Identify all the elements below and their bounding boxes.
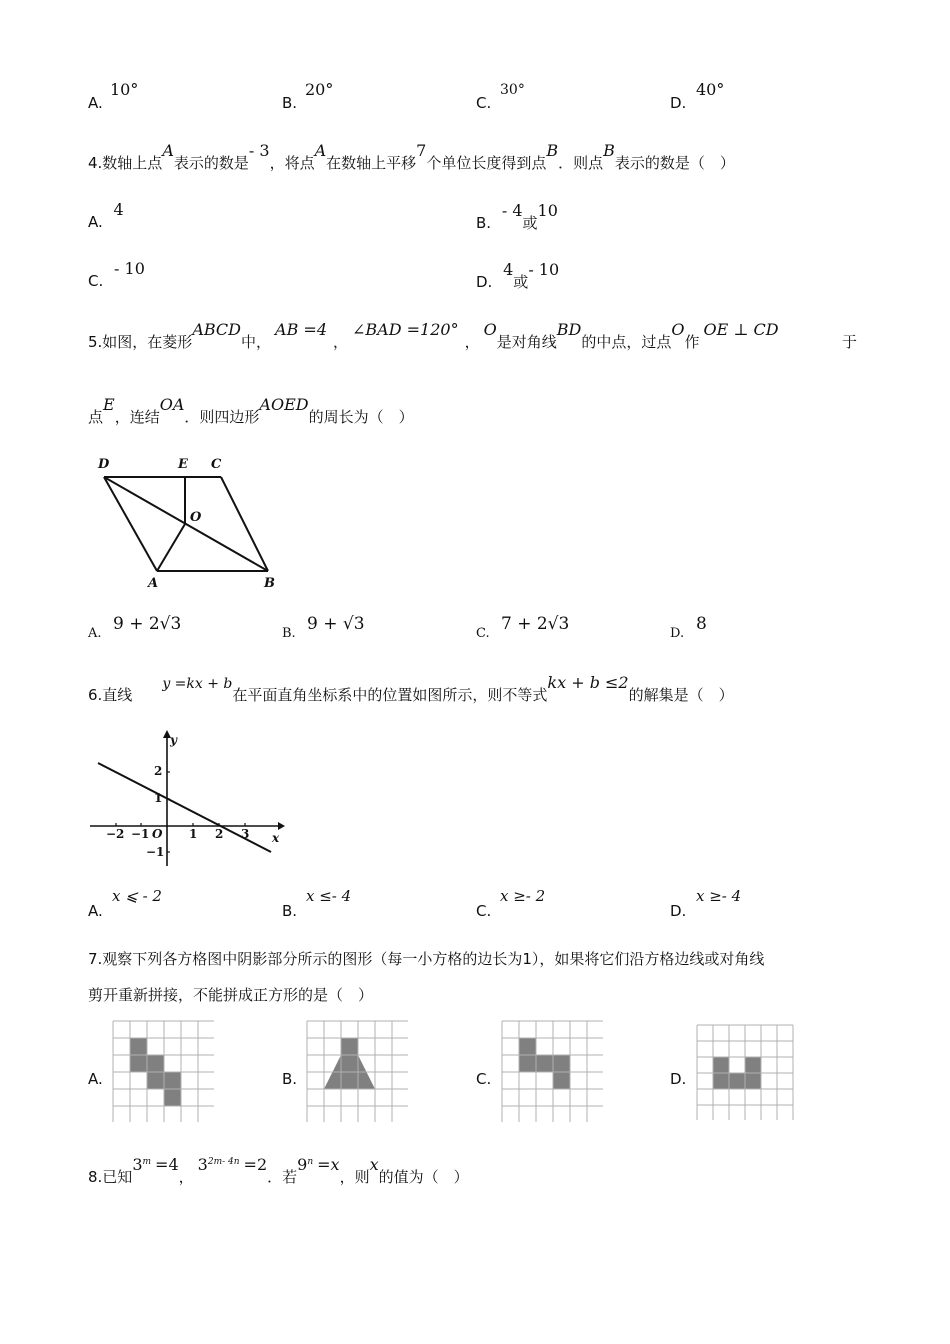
- q5-option-c-value: 7 + 2√3: [501, 614, 570, 634]
- q3-option-d-value: 40°: [696, 80, 725, 99]
- q7-option-c-grid: [501, 1020, 603, 1122]
- q8-math-exponent: m: [142, 1157, 152, 1167]
- q3-option-b-label: B.: [282, 94, 298, 112]
- y-tick-label: 1: [154, 791, 163, 805]
- q5-math: AB =4: [275, 320, 327, 339]
- q5-math: OA: [159, 395, 185, 414]
- shaded-cell: [745, 1057, 761, 1073]
- shaded-cell: [519, 1055, 536, 1072]
- q4-option-a: [88, 200, 124, 231]
- q8-math: =2: [243, 1155, 268, 1174]
- q7-option-b-grid: [306, 1020, 408, 1122]
- q4-number: 7: [416, 141, 427, 160]
- q5-math: O: [671, 320, 685, 339]
- q5-text: ，: [464, 333, 480, 351]
- q5-stem-line-2: [88, 395, 414, 427]
- segment-oa: [157, 524, 185, 571]
- q7-stem-line-2: 剪开重新拼接，不能拼成正方形的是（ ）: [88, 986, 374, 1004]
- q5-math: O: [483, 320, 497, 339]
- q8-text: ，: [178, 1168, 194, 1186]
- q7-option-c-label: C.: [476, 1070, 492, 1088]
- q6-option-b-label: B.: [282, 902, 298, 920]
- label-a: A: [148, 576, 159, 591]
- y-tick-label: 2: [154, 764, 163, 778]
- shaded-cell: [553, 1072, 570, 1089]
- x-tick-label: −2: [106, 827, 125, 841]
- q8-math: =4: [155, 1155, 179, 1174]
- q4-option-b-value: - 4: [501, 201, 523, 220]
- q3-option-b-value: 20°: [305, 80, 334, 99]
- q8-text: ，则: [339, 1168, 370, 1186]
- label-o: O: [190, 510, 202, 525]
- q4-text: 4.数轴上点: [88, 154, 163, 172]
- shaded-shape: [324, 1038, 375, 1089]
- q8-math: 9: [297, 1155, 308, 1174]
- q5-option-b-label: B.: [282, 626, 296, 641]
- q4-option-a-value: 4: [113, 200, 124, 219]
- q8-math: =x: [317, 1155, 340, 1174]
- shaded-cell: [713, 1057, 729, 1073]
- q3-option-d-label: D.: [670, 94, 687, 112]
- q8-text: 8.已知: [88, 1168, 133, 1186]
- q5-text: 点: [88, 408, 104, 426]
- q4-text: 在数轴上平移: [326, 154, 417, 172]
- q5-text: ．则四边形: [184, 408, 260, 426]
- label-b: B: [264, 576, 275, 591]
- q5-option-d-label: D.: [670, 626, 685, 641]
- q4-option-d-value: - 10: [528, 260, 560, 279]
- q6-option-d-value: x ≥- 4: [696, 887, 742, 905]
- q4-text: 表示的数是（ ）: [614, 154, 735, 172]
- shaded-cell: [164, 1072, 181, 1089]
- x-tick-label: 1: [189, 827, 198, 841]
- q5-text: 的周长为（ ）: [308, 408, 414, 426]
- shaded-cell: [536, 1055, 553, 1072]
- q5-option-d-value: 8: [696, 614, 707, 634]
- q4-option-b-label: B.: [476, 214, 492, 232]
- q5-option-b-value: 9 + √3: [307, 614, 365, 634]
- q5-text: 5.如图，在菱形: [88, 333, 193, 351]
- q6-option-d-label: D.: [670, 902, 687, 920]
- q4-number: - 3: [248, 141, 270, 160]
- y-axis-label: y: [170, 733, 177, 747]
- shaded-cell: [729, 1073, 745, 1089]
- q3-option-c-label: C.: [476, 94, 492, 112]
- q8-text: ．若: [267, 1168, 298, 1186]
- q6-math: y =kx + b: [162, 676, 233, 692]
- q3-option-c-value: 30°: [500, 82, 525, 98]
- y-tick-label: −1: [146, 845, 165, 859]
- q6-option-b-value: x ≤- 4: [306, 887, 352, 905]
- q8-math: x: [369, 1155, 379, 1174]
- q7-option-d-label: D.: [670, 1070, 687, 1088]
- q8-math: 3: [197, 1155, 208, 1174]
- q6-option-a-value: x ⩽ - 2: [112, 887, 162, 905]
- q4-option-b-value: 10: [537, 201, 558, 220]
- q5-text: 中，: [241, 333, 272, 351]
- q4-text: ．则点: [558, 154, 604, 172]
- q4-option-c-label: C.: [88, 272, 104, 290]
- q6-option-c-value: x ≥- 2: [500, 887, 546, 905]
- q6-option-c-label: C.: [476, 902, 492, 920]
- q4-option-a-label: A.: [88, 213, 103, 231]
- shaded-cell: [147, 1072, 164, 1089]
- q4-option-d-or: 或: [513, 273, 529, 291]
- q5-stem-line-1: [88, 320, 779, 352]
- q4-text: ，将点: [269, 154, 315, 172]
- shaded-cell: [519, 1038, 536, 1055]
- shaded-cell: [130, 1038, 147, 1055]
- q3-option-a-label: A.: [88, 94, 103, 112]
- q4-option-d-value: 4: [503, 260, 514, 279]
- q7-option-b-label: B.: [282, 1070, 298, 1088]
- q5-math: ∠BAD =120°: [352, 320, 459, 339]
- shaded-cell: [745, 1073, 761, 1089]
- q4-text: 表示的数是: [173, 154, 249, 172]
- q8-math-exponent: 2m- 4n: [207, 1157, 240, 1167]
- q6-option-a-label: A.: [88, 902, 103, 920]
- q7-option-a-label: A.: [88, 1070, 103, 1088]
- question-8: [88, 1155, 469, 1187]
- q4-option-c-value: - 10: [114, 259, 145, 278]
- label-c: C: [211, 457, 222, 472]
- shaded-cell: [147, 1055, 164, 1072]
- x-tick-label: 3: [241, 827, 250, 841]
- q6-text: 在平面直角坐标系中的位置如图所示，则不等式: [232, 686, 548, 704]
- q5-math: OE ⊥ CD: [703, 320, 779, 339]
- q5-text: ，: [333, 333, 349, 351]
- q4-option-c: [88, 259, 145, 290]
- q4-var-b: B: [546, 141, 559, 160]
- shaded-cell: [130, 1055, 147, 1072]
- q4-var-a: A: [314, 141, 327, 160]
- q8-text: 的值为（ ）: [378, 1168, 469, 1186]
- q5-math: ABCD: [192, 320, 241, 339]
- q7-stem-line-1: 7.观察下列各方格图中阴影部分所示的图形（每一小方格的边长为1），如果将它们沿方格边线或对角线: [88, 950, 765, 968]
- q5-text: 于: [842, 333, 858, 351]
- x-axis-label: x: [272, 831, 280, 845]
- shaded-cell: [713, 1073, 729, 1089]
- q6-stem: [88, 673, 734, 705]
- q4-option-d-label: D.: [476, 273, 493, 291]
- q7-option-a-grid: [112, 1020, 214, 1122]
- q4-stem: [88, 141, 735, 173]
- q4-var-b: B: [603, 141, 615, 160]
- label-d: D: [98, 457, 110, 472]
- q7-option-d-grid: [696, 1024, 796, 1120]
- x-tick-label: −1: [131, 827, 150, 841]
- q4-var-a: A: [162, 141, 174, 160]
- q5-text: 作: [684, 333, 700, 351]
- shaded-cell: [164, 1089, 181, 1106]
- q5-text: 是对角线: [496, 333, 557, 351]
- q5-math: BD: [556, 320, 582, 339]
- q6-math: kx + b ≤2: [547, 673, 629, 692]
- x-axis-arrow: [278, 822, 285, 830]
- shaded-cell: [553, 1055, 570, 1072]
- q5-option-a-value: 9 + 2√3: [113, 614, 182, 634]
- x-tick-label: 2: [215, 827, 224, 841]
- q8-math: 3: [132, 1155, 143, 1174]
- q4-option-b-or: 或: [522, 214, 538, 232]
- label-e: E: [178, 457, 188, 472]
- q5-math: E: [103, 395, 115, 414]
- q5-option-a-label: A.: [88, 626, 102, 641]
- q5-text: ，连结: [114, 408, 160, 426]
- origin-label: O: [152, 827, 163, 841]
- q8-math-exponent: n: [307, 1157, 314, 1167]
- q4-text: 个单位长度得到点: [426, 154, 547, 172]
- q3-option-a-value: 10°: [110, 80, 139, 99]
- q6-coordinate-graph: [88, 728, 288, 870]
- q6-text: 的解集是（ ）: [628, 686, 734, 704]
- q5-option-c-label: C.: [476, 626, 490, 641]
- q4-option-d: [476, 260, 560, 292]
- q6-text: 6.直线: [88, 686, 133, 704]
- q5-text: 的中点，过点: [581, 333, 672, 351]
- q4-option-b: [476, 201, 558, 233]
- q5-math: AOED: [259, 395, 309, 414]
- q5-rhombus-figure: [90, 450, 290, 595]
